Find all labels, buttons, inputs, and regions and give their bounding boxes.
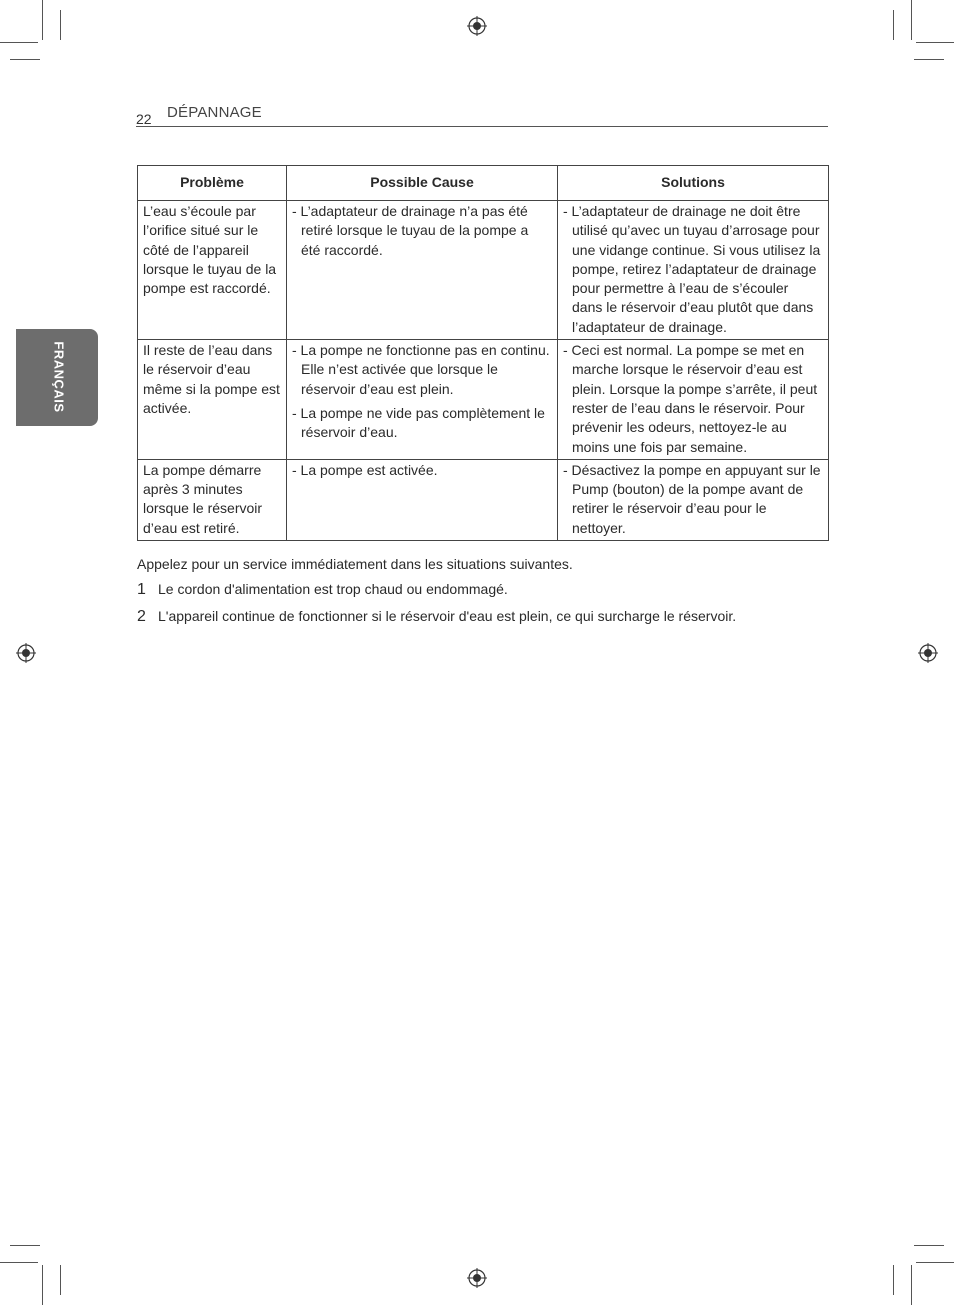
service-note: Appelez pour un service immédiatement dans les situations suivantes. [137,556,573,572]
problem-text: La pompe démarre après 3 minutes lorsque le réservoir d’eau est retiré. [143,461,263,536]
troubleshooting-table [137,165,829,541]
header-problem: Problème [138,166,287,201]
list-item-text: Le cordon d'alimentation est trop chaud ou endommagé. [158,581,508,597]
header-possible-cause: Possible Cause [287,166,558,201]
solution-item: - Désactivez la pompe en appuyant sur le Pump (bouton) de la pompe avant de retirer le réservoir d’eau pour le nettoyer. [563,461,821,536]
crosshair-registration-icon [467,16,487,36]
list-item [137,581,508,599]
problem-text: L’eau s’écoule par l’orifice situé sur le côté de l’appareil lorsque le tuyau de la pompe est raccordé. [143,203,277,297]
cause-item: - La pompe ne fonctionne pas en continu. Elle n’est activée que lorsque le réservoir d’eau est plein. [292,342,550,397]
crosshair-registration-icon [467,1268,487,1288]
solution-item: - Ceci est normal. La pompe se met en marche lorsque le réservoir d’eau est plein. Lorsque la pompe s’arrête, il peut rester de l’eau dans le réservoir. Pour prévenir les odeurs, nettoyez-le au moins une fois par semaine. [563,342,818,455]
header-solutions: Solutions [558,166,829,201]
crosshair-registration-icon [918,643,938,663]
cause-item: - La pompe est activée. [292,461,438,478]
list-item-number: 1 [137,581,146,598]
table-row [138,340,829,460]
problem-cell [138,459,287,540]
list-item [137,608,736,626]
list-item-text: L'appareil continue de fonctionner si le réservoir d'eau est plein, ce qui surcharge le réservoir. [158,608,737,624]
crosshair-registration-icon [16,643,36,663]
cause-cell [287,340,558,460]
table-row [138,201,829,340]
cause-item: - La pompe ne vide pas complètement le réservoir d’eau. [292,404,545,441]
solution-cell [558,459,829,540]
cause-cell [287,459,558,540]
table-header-row [138,166,829,201]
table-row [138,459,829,540]
solution-item: - L’adaptateur de drainage ne doit être utilisé qu’avec un tuyau d’arrosage pour une vidange continue. Si vous utilisez la pompe, retirez l’adaptateur de drainage pour permettre à l’eau de s’écouler dans le réservoir d’eau plutôt que dans l’adaptateur de drainage. [563,203,821,335]
page-number: 22 [136,111,152,127]
problem-cell [138,340,287,460]
language-tab-label: FRANÇAIS [51,341,67,413]
problem-cell [138,201,287,340]
solution-cell [558,340,829,460]
cause-item: - L’adaptateur de drainage n’a pas été retiré lorsque le tuyau de la pompe a été raccordé. [292,203,529,258]
list-item-number: 2 [137,608,146,625]
solution-cell [558,201,829,340]
problem-text: Il reste de l’eau dans le réservoir d’eau même si la pompe est activée. [143,342,280,416]
page-header [136,104,828,127]
section-title: DÉPANNAGE [167,104,262,121]
cause-cell [287,201,558,340]
